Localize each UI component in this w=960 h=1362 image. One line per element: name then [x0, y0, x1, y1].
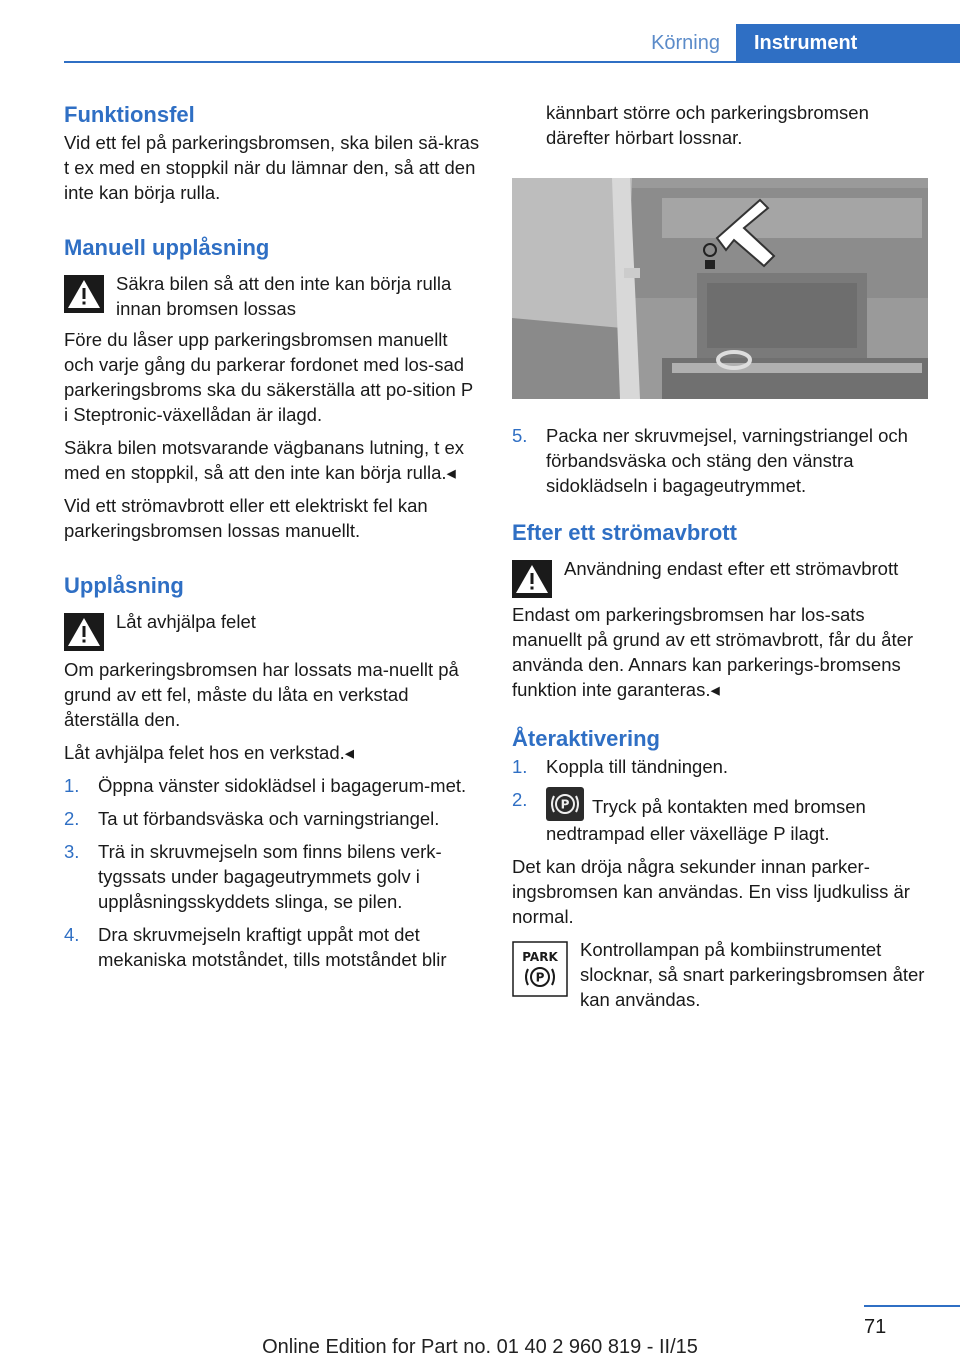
warning-text: Endast om parkeringsbromsen har los-sats manuellt på grund av ett strömavbrott, får du åter använda den. Annars kan parkerings-bromsens funktion inte garanteras.◂ — [512, 604, 914, 700]
paragraph: Låt avhjälpa felet hos en verkstad.◂ — [64, 742, 355, 763]
parking-brake-button-icon — [546, 787, 584, 821]
paragraph: Säkra bilen motsvarande vägbanans lutning, t ex med en stoppkil, så att den inte kan börja rulla.◂ — [64, 437, 465, 483]
list-item: 5. Packa ner skruvmejsel, varningstriangel och förbandsväska och stäng den vänstra sidoklädseln i bagageutrymmet. — [512, 425, 908, 496]
heading-reactivation: Återaktivering — [512, 726, 660, 751]
warning-text: Säkra bilen så att den inte kan börja rulla innan bromsen lossas — [116, 273, 452, 319]
heading-unlocking: Upplåsning — [64, 573, 184, 598]
left-column — [64, 100, 480, 980]
trunk-photo — [512, 178, 928, 399]
list-item: 2. P Tryck på kontakten med bromsen nedtrampad eller växelläge P ilagt. — [512, 789, 866, 844]
warning-block — [64, 271, 480, 321]
warning-block — [512, 556, 928, 598]
list-item: 1. Öppna vänster sidoklädsel i bagagerum-met. — [64, 775, 467, 796]
footer-edition: Online Edition for Part no. 01 40 2 960 819 - II/15 — [262, 1336, 698, 1358]
warning-text: Om parkeringsbromsen har lossats ma-nuellt på grund av ett fel, måste du låta en verkstad återställa den. — [64, 659, 459, 730]
heading-manual-unlock: Manuell upplåsning — [64, 235, 270, 260]
warning-icon — [64, 613, 104, 651]
warning-icon — [512, 560, 552, 598]
warning-title: Användning endast efter ett strömavbrott — [564, 558, 899, 579]
header-rule — [64, 61, 960, 63]
footer-rule — [864, 1305, 960, 1307]
steps-list — [64, 773, 480, 972]
list-item: 2. Ta ut förbandsväska och varningstriangel. — [64, 808, 440, 829]
paragraph: Vid ett strömavbrott eller ett elektriskt fel kan parkeringsbromsen lossas manuellt. — [64, 495, 428, 541]
paragraph: Före du låser upp parkeringsbromsen manuellt och varje gång du parkerar fordonet med los-sad parkeringsbroms ska du säkerställa att po-sition P i Steptronic-växellådan är ilagd. — [64, 329, 473, 425]
right-column — [512, 100, 928, 1012]
warning-title: Låt avhjälpa felet — [116, 611, 256, 632]
reactivation-steps — [512, 754, 928, 846]
svg-text:P: P — [535, 970, 545, 985]
list-item: 3. Trä in skruvmejseln som finns bilens verk-tygssats under bagageutrymmets golv i upplåsningsskyddets slinga, se pilen. — [64, 841, 442, 912]
warning-icon — [64, 275, 104, 313]
paragraph-fault: Vid ett fel på parkeringsbromsen, ska bilen sä-kras t ex med en stoppkil när du lämnar den, så att den inte kan börja rulla. — [64, 132, 480, 203]
heading-after-power-failure: Efter ett strömavbrott — [512, 520, 737, 545]
park-indicator-lamp-icon — [512, 941, 568, 997]
svg-text:P: P — [560, 797, 570, 812]
list-item: 4. Dra skruvmejseln kraftigt uppåt mot det mekaniska motståndet, tills motståndet blir — [64, 924, 447, 970]
header-tabs — [635, 24, 960, 62]
steps-list-continued — [512, 423, 928, 498]
indicator-text: Kontrollampan på kombiinstrumentet slocknar, så snart parkeringsbromsen åter kan användas. — [580, 939, 925, 1010]
tab-chapter[interactable]: Instrument — [736, 24, 960, 62]
page-number: 71 — [864, 1316, 887, 1338]
tab-section[interactable]: Körning — [651, 32, 720, 54]
park-lamp-label: PARK — [522, 950, 558, 964]
paragraph-continued: kännbart större och parkeringsbromsen därefter hörbart lossnar. — [546, 102, 869, 148]
warning-block — [64, 609, 480, 651]
list-item: 1. Koppla till tändningen. — [512, 756, 729, 777]
paragraph: Det kan dröja några sekunder innan parker-ingsbromsen kan användas. En viss ljudkuliss är normal. — [512, 856, 910, 927]
heading-fault: Funktionsfel — [64, 102, 195, 127]
indicator-block — [512, 937, 928, 1012]
